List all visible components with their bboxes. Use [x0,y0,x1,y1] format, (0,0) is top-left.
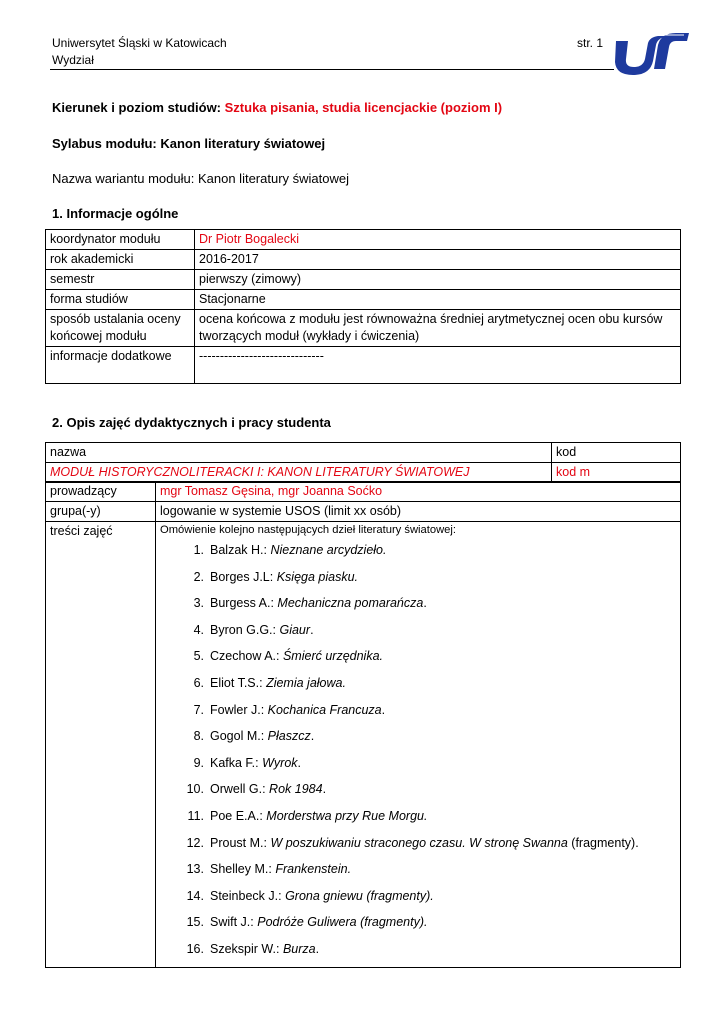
book-title: Frankenstein. [275,862,352,877]
list-item-number: 7. [193,702,204,717]
list-item [182,564,676,591]
general-info-table [45,229,681,384]
table-row [46,230,681,250]
header-page-number: str. 1 [577,36,604,50]
book-author: Steinbeck J.: [210,888,282,903]
book-extra: . [381,702,386,717]
section1-heading: 1. Informacje ogólne [52,206,179,221]
book-title: Księga piasku. [276,569,359,584]
book-title: Rok 1984 [269,782,323,797]
coordinator-value: Dr Piotr Bogalecki [195,230,681,250]
list-item-number: 15. [186,915,204,930]
list-item-number: 8. [193,729,204,744]
module-details-table [45,481,681,968]
table-row [46,443,681,463]
book-extra: . [297,755,302,770]
book-author: Poe E.A.: [210,808,263,823]
list-item [182,617,676,644]
book-title: Ziemia jałowa. [266,675,346,690]
list-item [182,697,676,724]
row-value: ocena końcowa z modułu jest równoważna średniej arytmetycznej ocen obu kursów tworzących moduł (wykłady i ćwiczenia) [195,310,681,347]
list-item-number: 6. [193,675,204,690]
list-item-number: 13. [186,862,204,877]
row-label: rok akademicki [46,250,195,270]
program-label: Kierunek i poziom studiów: [52,100,222,115]
book-title: Płaszcz [267,729,311,744]
row-label: sposób ustalania oceny końcowej modułu [46,310,195,347]
book-author: Swift J.: [210,915,254,930]
row-value: Stacjonarne [195,290,681,310]
list-item [182,936,676,963]
list-item-number: 2. [193,569,204,584]
list-item-number: 1. [193,543,204,557]
groups-value: logowanie w systemie USOS (limit xx osób) [156,502,681,522]
book-author: Kafka F.: [210,755,259,770]
book-title: Morderstwa przy Rue Morgu. [266,808,428,823]
list-item [182,670,676,697]
code-header: kod [552,443,681,463]
syllabus-label: Sylabus modułu: [52,136,157,151]
book-extra: . [322,782,327,797]
table-row [46,250,681,270]
list-item [182,750,676,777]
list-item [182,856,676,883]
book-title: W poszukiwaniu straconego czasu. W stronę Swanna [270,835,568,850]
book-list [160,537,676,963]
row-value: ------------------------------ [195,347,681,384]
book-title: Grona gniewu (fragmenty). [285,888,434,903]
book-author: Shelley M.: [210,862,272,877]
book-author: Borges J.L: [210,569,274,584]
row-label: forma studiów [46,290,195,310]
book-title: Kochanica Francuza [267,702,382,717]
book-author: Czechow A.: [210,649,280,664]
list-item [182,776,676,803]
content-intro: Omówienie kolejno następujących dzieł literatury światowej: [160,524,456,536]
variant-value: Kanon literatury światowej [197,171,350,186]
table-row [46,270,681,290]
list-item-number: 14. [186,888,204,903]
module-name: MODUŁ HISTORYCZNOLITERACKI I: KANON LITERATURY ŚWIATOWEJ [46,463,552,483]
list-item [182,537,676,564]
variant-label: Nazwa wariantu modułu: [52,171,195,186]
book-title: Wyrok [262,755,298,770]
list-item-number: 9. [193,755,204,770]
list-item-number: 5. [193,649,204,664]
program-value: Sztuka pisania, studia licencjackie (poziom I) [224,100,503,115]
groups-label: grupa(-y) [46,502,156,522]
book-extra: . [310,729,315,744]
table-row [46,290,681,310]
table-row [46,347,681,384]
book-author: Gogol M.: [210,729,265,744]
list-item-number: 4. [193,622,204,637]
header-department: Wydział [52,53,94,67]
syllabus-line [52,135,325,153]
book-title: Śmierć urzędnika. [282,649,384,664]
list-item [182,643,676,670]
list-item-number: 12. [186,835,204,850]
list-item-number: 10. [186,782,204,797]
row-value: 2016-2017 [195,250,681,270]
section2-heading: 2. Opis zajęć dydaktycznych i pracy studenta [52,415,331,430]
book-extra: . [423,596,427,611]
module-name-table [45,442,681,483]
row-label: koordynator modułu [46,230,195,250]
row-value: pierwszy (zimowy) [195,270,681,290]
header-rule [50,69,614,70]
list-item [182,883,676,910]
header-university: Uniwersytet Śląski w Katowicach [52,36,227,50]
instructors-value: mgr Tomasz Gęsina, mgr Joanna Soćko [156,482,681,502]
list-item [182,723,676,750]
row-label: semestr [46,270,195,290]
content-cell [156,522,681,968]
content-label: treści zajęć [46,522,156,968]
book-author: Byron G.G.: [210,622,276,637]
list-item [182,830,676,857]
book-title: Giaur [279,622,311,637]
name-header: nazwa [46,443,552,463]
book-author: Proust M.: [210,835,267,850]
book-extra: . [310,622,314,637]
book-author: Burgess A.: [210,596,274,611]
list-item-number: 3. [193,596,204,611]
table-row [46,482,681,502]
list-item [182,590,676,617]
syllabus-value: Kanon literatury światowej [160,136,326,151]
book-author: Orwell G.: [210,782,266,797]
list-item [182,909,676,936]
row-label: informacje dodatkowe [46,347,195,384]
list-item [182,803,676,830]
book-extra: . [315,941,320,956]
book-title: Mechaniczna pomarańcza [277,596,424,611]
variant-line [52,170,349,188]
table-row [46,522,681,968]
book-author: Fowler J.: [210,702,265,717]
book-author: Szekspir W.: [210,941,280,956]
instructors-label: prowadzący [46,482,156,502]
table-row [46,310,681,347]
book-title: Nieznane arcydzieło. [270,543,387,557]
list-item-number: 16. [186,941,204,956]
book-author: Eliot T.S.: [210,675,263,690]
book-title: Podróże Guliwera (fragmenty). [257,915,428,930]
table-row [46,502,681,522]
table-row [46,463,681,483]
list-item-number: 11. [187,808,204,823]
book-extra: (fragmenty). [567,835,639,850]
book-title: Burza [282,941,316,956]
module-code: kod m [552,463,681,483]
book-author: Balzak H.: [210,543,267,557]
program-line [52,99,502,117]
university-logo-icon [614,29,690,79]
